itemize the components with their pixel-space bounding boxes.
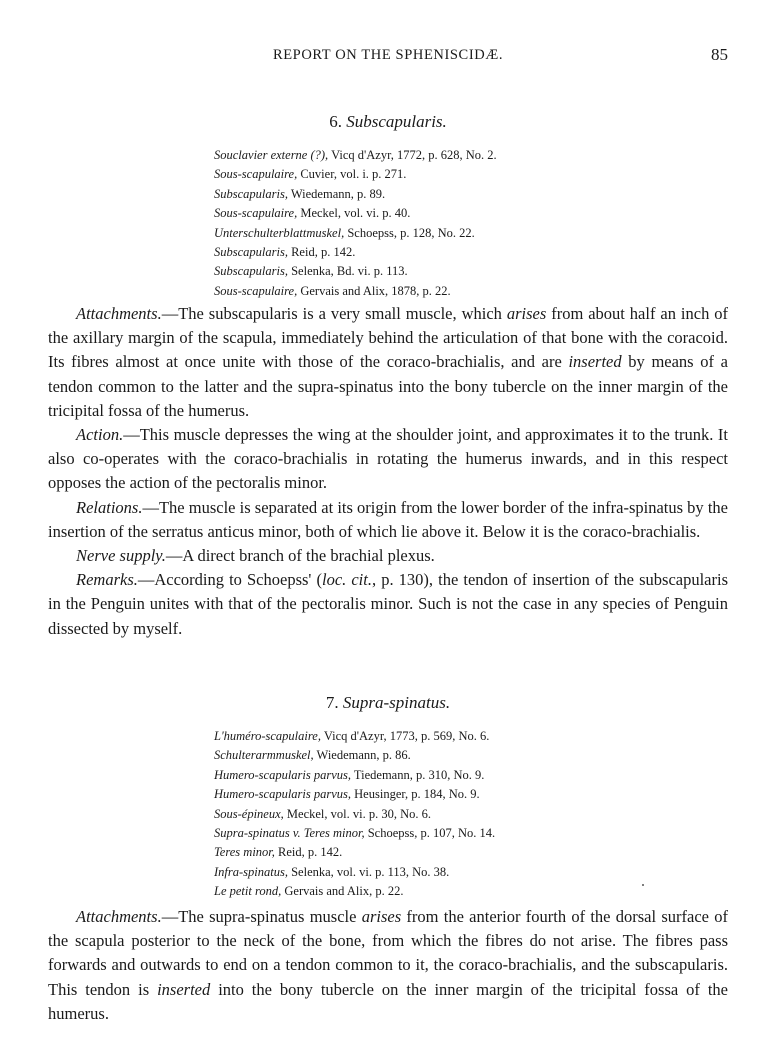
synonym-entry: Teres minor, Reid, p. 142. [214,845,343,860]
attachments-paragraph: Attachments.—The supra-spinatus muscle arises from the anterior fourth of the dorsal surface of the scapula posterior to the neck of the bone, from which the fibres do not arise. The fibres pass forwards and outwards to end on a tendon common to it, the coraco-brachialis, and the subscapularis. This tendon is inserted into the bony tubercle on the inner margin of the tricipital fossa of the humerus. [48,907,728,1023]
page-header [48,45,728,69]
synonym-entry: Supra-spinatus v. Teres minor, Schoepss, p. 107, No. 14. [214,826,496,841]
synonym-entry: Schulterarmmuskel, Wiedemann, p. 86. [214,748,411,763]
synonym-entry: Sous-épineux, Meckel, vol. vi. p. 30, No. 6. [214,806,431,821]
synonym-entry: Sous-scapulaire, Cuvier, vol. i. p. 271. [214,167,407,182]
section-7-synonymy [214,727,495,902]
synonym-entry: Souclavier externe (?), Vicq d'Azyr, 1772, p. 628, No. 2. [214,148,497,162]
section-6-body [48,302,728,641]
synonym-entry: Le petit rond, Gervais and Alix, p. 22. [214,884,404,899]
running-head: REPORT ON THE SPHENISCIDÆ. [272,47,504,63]
synonym-entry: Subscapularis, Wiedemann, p. 89. [214,186,386,201]
section-7-number: 7. [325,693,339,712]
section-6-number: 6. [329,112,342,131]
synonym-entry: Infra-spinatus, Selenka, vol. vi. p. 113, No. 38. [214,864,450,879]
nerve-supply-paragraph: Nerve supply.—A direct branch of the brachial plexus. [76,546,435,566]
section-6-synonymy [214,146,497,301]
page [48,0,728,1050]
synonym-entry: Subscapularis, Selenka, Bd. vi. p. 113. [214,264,408,279]
synonym-entry: Subscapularis, Reid, p. 142. [214,245,356,260]
attachments-paragraph: Attachments.—The subscapularis is a very small muscle, which arises from about half an inch of the axillary margin of the scapula, immediately behind the articulation of that bone with the coracoid. Its fibres almost at once unite with those of the coraco-brachialis, and are inserted by means of a tendon common to the latter and the supra-spinatus into the bony tubercle on the inner margin of the tricipital fossa of the humerus. [48,304,728,420]
section-6-title: Subscapularis. [346,112,447,131]
section-7-heading [48,693,728,713]
section-7-body [48,905,728,1026]
synonym-entry: Unterschulterblattmuskel, Schoepss, p. 128, No. 22. [214,225,475,240]
synonym-entry: Humero-scapularis parvus, Tiedemann, p. 310, No. 9. [214,767,485,782]
synonym-entry: Humero-scapularis parvus, Heusinger, p. 184, No. 9. [214,787,480,802]
relations-paragraph: Relations.—The muscle is separated at its origin from the lower border of the infra-spinatus by the insertion of the serratus anticus minor, both of which lie above it. Below it is the coraco-brachialis. [48,497,728,541]
page-number: 85 [711,45,728,64]
section-7-title: Supra-spinatus. [342,693,451,712]
action-paragraph: Action.—This muscle depresses the wing at the shoulder joint, and approximates it to the trunk. It also co-operates with the coraco-brachialis in rotating the humerus inwards, and in this respect opposes the action of the pectoralis minor. [48,425,728,493]
synonym-entry: Sous-scapulaire, Gervais and Alix, 1878, p. 22. [214,283,451,298]
stray-ink-dot [642,884,644,886]
synonym-entry: Sous-scapulaire, Meckel, vol. vi. p. 40. [214,206,411,221]
synonym-entry: L'huméro-scapulaire, Vicq d'Azyr, 1773, p. 569, No. 6. [214,729,490,743]
section-6-heading [48,112,728,132]
remarks-paragraph: Remarks.—According to Schoepss' (loc. cit., p. 130), the tendon of insertion of the subscapularis in the Penguin unites with that of the pectoralis minor. Such is not the case in any species of Penguin dissected by myself. [48,570,728,638]
